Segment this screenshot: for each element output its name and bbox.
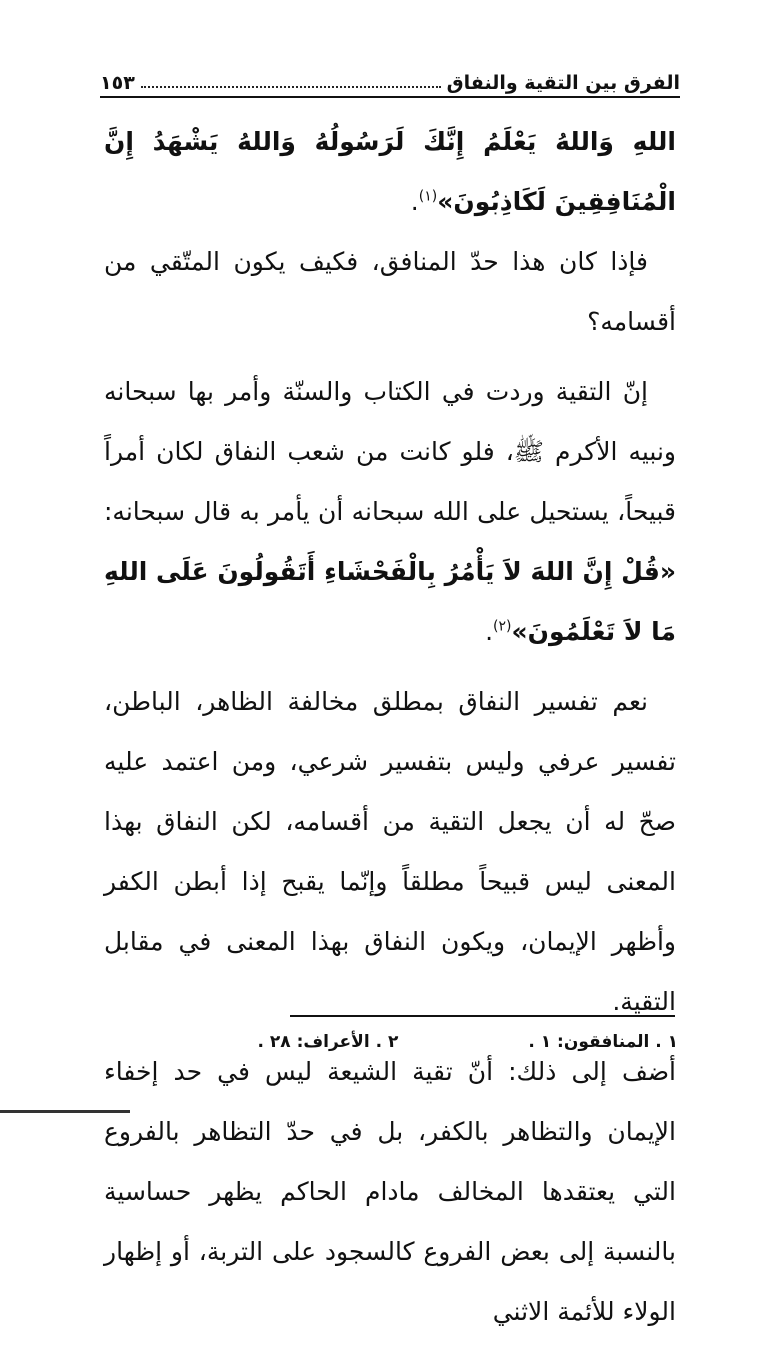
footnote-item: ٢ . الأعراف: ٢٨ .	[257, 1032, 399, 1052]
paragraph-text: فإذا كان هذا حدّ المنافق، فكيف يكون المتّقي من أقسامه؟	[104, 247, 676, 336]
quran-verse: اللهِ وَاللهُ يَعْلَمُ إِنَّكَ لَرَسُولُهُ وَاللهُ يَشْهَدُ إِنَّ الْمُنَافِقِينَ لَكَاذِبُونَ»	[104, 127, 676, 216]
page-number: ١٥٣	[100, 72, 135, 94]
paragraph-text: إنّ التقية وردت في الكتاب والسنّة وأمر بها سبحانه ونبيه الأكرم ﷺ، فلو كانت من شعب النفاق لكان أمراً قبيحاً، يستحيل على الله سبحانه أن يأمر به قال سبحانه:	[104, 377, 676, 526]
page-body	[104, 112, 676, 1352]
paragraph	[104, 232, 676, 352]
header-rule	[100, 96, 680, 98]
header-title: الفرق بين التقية والنفاق	[446, 72, 680, 94]
footnote-ref: (٢)	[493, 618, 512, 635]
quran-verse: «قُلْ إِنَّ اللهَ لاَ يَأْمُرُ بِالْفَحْشَاءِ أَتَقُولُونَ عَلَى اللهِ مَا لاَ تَعْلَمُونَ»	[104, 557, 676, 646]
footnotes	[100, 1032, 678, 1052]
paragraph	[104, 672, 676, 1032]
paragraph-continued-verse	[104, 112, 676, 232]
footnote-rule	[290, 1015, 675, 1017]
paragraph	[104, 362, 676, 662]
paragraph-text: أضف إلى ذلك: أنّ تقية الشيعة ليس في حد إخفاء الإيمان والتظاهر بالكفر، بل في حدّ التظاهر بالفروع التي يعتقدها المخالف مادام الحاكم يظهر حساسية بالنسبة إلى بعض الفروع كالسجود على التربة، أو إظهار الولاء للأئمة الاثني	[104, 1057, 676, 1326]
running-header	[100, 58, 680, 94]
paragraph	[104, 1042, 676, 1342]
punctuation: .	[485, 617, 494, 646]
scan-edge-mark	[0, 1110, 130, 1113]
header-leader-dots	[141, 85, 441, 88]
footnote-item: ١ . المنافقون: ١ .	[528, 1032, 678, 1052]
footnote-ref: (١)	[418, 188, 438, 205]
paragraph-text: نعم تفسير النفاق بمطلق مخالفة الظاهر، الباطن، تفسير عرفي وليس بتفسير شرعي، ومن اعتمد عليه صحّ له أن يجعل التقية من أقسامه، لكن النفاق بهذا المعنى ليس قبيحاً مطلقاً وإنّما يقبح إذا أبطن الكفر وأظهر الإيمان، ويكون النفاق بهذا المعنى في مقابل التقية.	[104, 687, 676, 1016]
punctuation: .	[410, 187, 419, 216]
